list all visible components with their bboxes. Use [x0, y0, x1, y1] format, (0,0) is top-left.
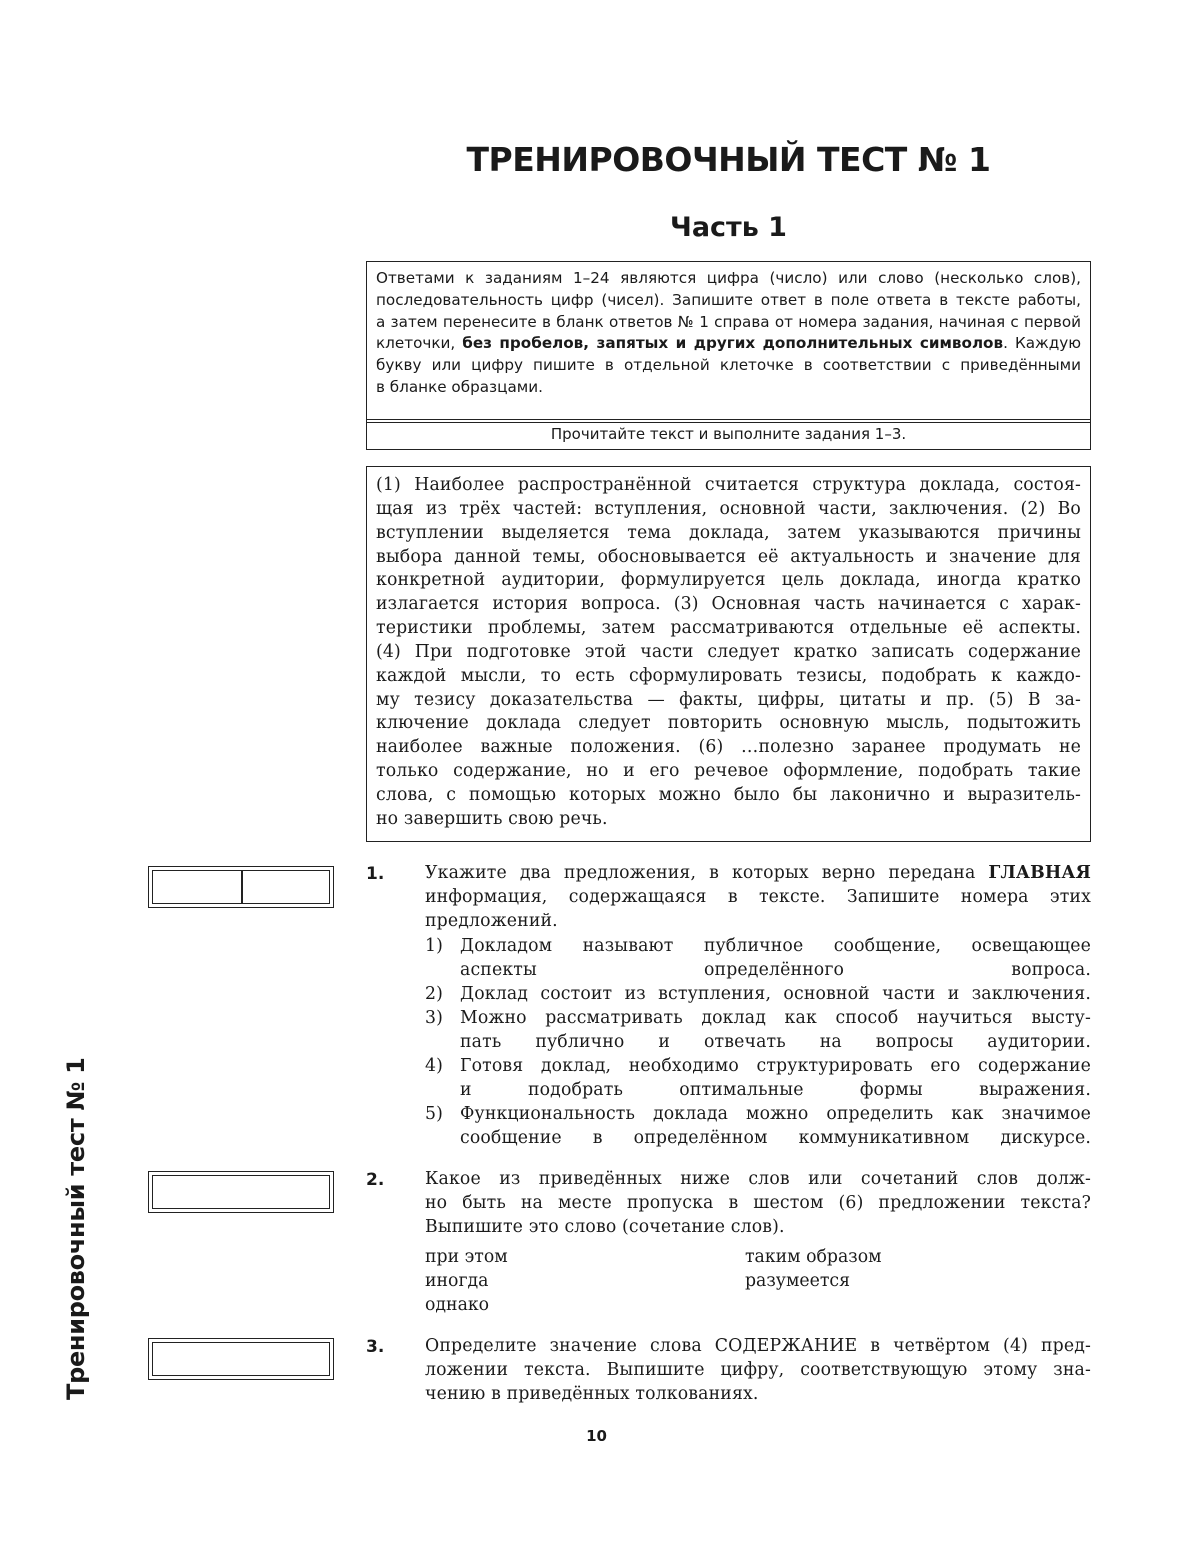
- question-line: Какое из приведённых ниже слов или сочетаний слов долж-: [425, 1169, 1091, 1189]
- text-line: слова, с помощью которых можно было бы лаконично и выразитель-: [376, 784, 1081, 805]
- option-number: 1): [425, 936, 444, 956]
- text-line: (4) При подготовке этой части следует кратко записать содержание: [376, 641, 1081, 662]
- option-text: [460, 982, 1091, 1006]
- question-2-text: [425, 1167, 1091, 1239]
- instructions-line: Ответами к заданиям 1–24 являются цифра (число) или слово (несколько слов),: [376, 269, 1081, 287]
- option-line: Можно рассматривать доклад как способ научиться высту-: [460, 1008, 1091, 1028]
- text-line: му тезису доказательства — факты, цифры, цитаты и пр. (5) В за-: [376, 689, 1081, 710]
- word-option: иногда: [425, 1271, 489, 1291]
- answer-box-inner: [152, 1175, 330, 1209]
- answer-option-5: [425, 1102, 1091, 1150]
- answer-option-4: [425, 1054, 1091, 1102]
- answer-cell-divider: [241, 870, 243, 904]
- question-line: чению в приведённых толкованиях.: [425, 1384, 759, 1404]
- option-line: Функциональность доклада можно определить как значимое: [460, 1104, 1091, 1124]
- answer-box-inner: [152, 1342, 330, 1376]
- answer-box-q3[interactable]: [148, 1338, 334, 1380]
- option-number: 2): [425, 984, 444, 1004]
- answer-box-q1[interactable]: [148, 866, 334, 908]
- reading-text-box: [366, 466, 1091, 842]
- text-line: (1) Наиболее распространённой считается структура доклада, состоя-: [376, 475, 1081, 495]
- question-text: Укажите два предложения, в которых верно передана: [425, 863, 989, 883]
- instructions-line: а затем перенесите в бланк ответов № 1 справа от номера задания, начиная с первой: [376, 312, 1081, 331]
- instructions-text: . Каждую: [1003, 334, 1081, 353]
- option-line: аспекты определённого вопроса.: [460, 960, 1091, 980]
- word-option: при этом: [425, 1247, 508, 1267]
- question-number: 2.: [366, 1170, 385, 1190]
- option-line: сообщение в определённом коммуникативном дискурсе.: [460, 1128, 1091, 1148]
- instructions-line: в бланке образцами.: [376, 377, 543, 396]
- answer-option-2: [425, 982, 1091, 1006]
- option-line: Готовя доклад, необходимо структурировать его содержание: [460, 1056, 1091, 1076]
- answer-option-3: [425, 1006, 1091, 1054]
- instructions-bold-text: без пробелов, запятых и других дополнительных символов: [462, 334, 1004, 353]
- part-heading: Часть 1: [670, 212, 787, 243]
- question-number: 1.: [366, 864, 385, 884]
- word-option: таким образом: [745, 1247, 882, 1267]
- question-line: [425, 861, 1091, 885]
- option-line: пать публично и отвечать на вопросы аудитории.: [460, 1032, 1091, 1052]
- instructions-line: букву или цифру пишите в отдельной клеточке в соответствии с приведёнными: [376, 356, 1081, 375]
- instructions-line: последовательность цифр (чисел). Запишите ответ в поле ответа в тексте работы,: [376, 290, 1081, 309]
- text-line: конкретной аудитории, формулируется цель доклада, иногда кратко: [376, 570, 1081, 591]
- instructions-line: [376, 333, 1081, 355]
- answer-box-q2[interactable]: [148, 1171, 334, 1213]
- text-line: излагается история вопроса. (3) Основная часть начинается с харак-: [376, 594, 1081, 615]
- text-line: выбора данной темы, обосновывается её актуальность и значение для: [376, 546, 1081, 567]
- instructions-box: [366, 261, 1091, 423]
- word-option: однако: [425, 1295, 490, 1315]
- word-option: разумеется: [745, 1271, 850, 1291]
- option-number: 4): [425, 1056, 444, 1076]
- read-prompt-box: Прочитайте текст и выполните задания 1–3.: [366, 419, 1091, 450]
- option-text: [460, 1102, 1091, 1150]
- option-number: 3): [425, 1008, 444, 1028]
- text-line: ключение доклада следует повторить основную мысль, подытожить: [376, 713, 1081, 734]
- option-text: [460, 1054, 1091, 1102]
- text-line: вступлении выделяется тема доклада, затем указываются причины: [376, 522, 1081, 543]
- answer-option-1: [425, 934, 1091, 982]
- option-text: [460, 934, 1091, 982]
- question-bold-text: ГЛАВНАЯ: [988, 863, 1091, 883]
- text-line: теристики проблемы, затем рассматриваются отдельные её аспекты.: [376, 618, 1081, 639]
- text-line: каждой мысли, то есть сформулировать тезисы, подобрать к каждо-: [376, 665, 1081, 686]
- question-line: предложений.: [425, 911, 558, 931]
- option-line: Докладом называют публичное сообщение, освещающее: [460, 936, 1091, 956]
- question-line: Выпишите это слово (сочетание слов).: [425, 1217, 785, 1237]
- text-line: наиболее важные положения. (6) …полезно заранее продумать не: [376, 737, 1081, 758]
- text-line: но завершить свою речь.: [376, 808, 608, 829]
- option-line: Доклад состоит из вступления, основной части и заключения.: [460, 984, 1091, 1004]
- text-line: только содержание, но и его речевое оформление, подобрать такие: [376, 761, 1081, 782]
- text-line: щая из трёх частей: вступления, основной части, заключения. (2) Во: [376, 498, 1081, 519]
- question-1-text: [425, 861, 1091, 933]
- question-3-text: [425, 1334, 1091, 1406]
- question-line: информация, содержащаяся в тексте. Запишите номера этих: [425, 887, 1091, 907]
- option-line: и подобрать оптимальные формы выражения.: [460, 1080, 1091, 1100]
- question-number: 3.: [366, 1337, 385, 1357]
- page-title: ТРЕНИРОВОЧНЫЙ ТЕСТ № 1: [466, 140, 991, 179]
- page-number: 10: [586, 1427, 607, 1445]
- instructions-text: клеточки,: [376, 334, 463, 353]
- option-number: 5): [425, 1104, 444, 1124]
- question-line: ложении текста. Выпишите цифру, соответствующую этому зна-: [425, 1360, 1091, 1380]
- side-running-title: Тренировочный тест № 1: [62, 1057, 90, 1400]
- question-line: но быть на месте пропуска в шестом (6) предложении текста?: [425, 1193, 1091, 1213]
- option-text: [460, 1006, 1091, 1054]
- question-line: Определите значение слова СОДЕРЖАНИЕ в четвёртом (4) пред-: [425, 1336, 1091, 1356]
